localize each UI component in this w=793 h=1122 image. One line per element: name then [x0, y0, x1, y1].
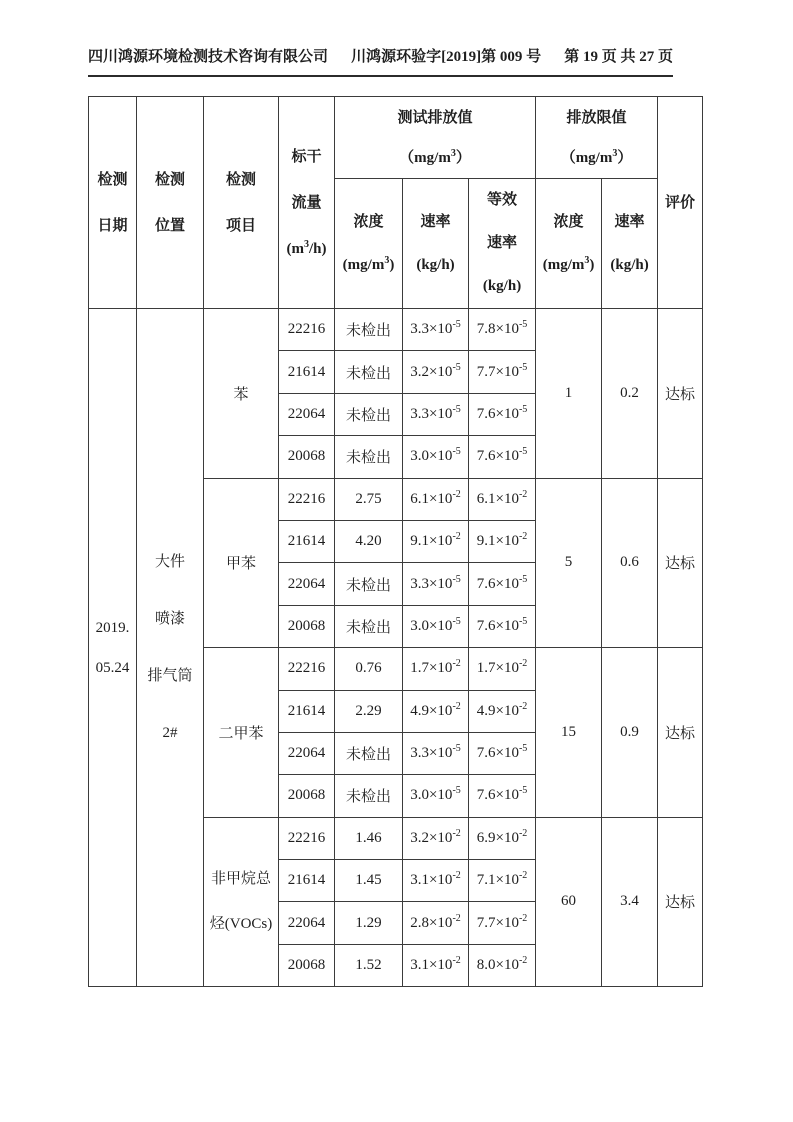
rate-cell: $3.3\times 10^{-5}$ [403, 732, 469, 774]
rate-cell: $3.2\times 10^{-2}$ [403, 817, 469, 859]
rate-cell: $3.3\times 10^{-5}$ [403, 309, 469, 351]
concentration-cell: 2.29 [335, 690, 403, 732]
col-header-unit: (kg/h) [610, 256, 649, 273]
equivalent-rate-cell: $7.1\times 10^{-2}$ [469, 860, 536, 902]
limit-concentration-cell: 60 [536, 817, 602, 987]
table-header-row-1 [89, 97, 703, 179]
rate-cell: $3.3\times 10^{-5}$ [403, 393, 469, 435]
concentration-cell: 2.75 [335, 478, 403, 520]
rate-cell: $3.1\times 10^{-2}$ [403, 944, 469, 986]
location-line: 喷漆 [154, 610, 185, 627]
flow-cell: 20068 [279, 775, 335, 817]
evaluation-cell: 达标 [658, 478, 703, 648]
evaluation-cell: 达标 [658, 309, 703, 479]
item-label: 非甲烷总 [210, 870, 271, 887]
col-header-text: 速率 [420, 213, 451, 230]
col-header-evaluation [658, 97, 703, 309]
col-header-unit: $(mg/m^3)$ [342, 254, 395, 273]
col-header-text: 浓度 [553, 213, 584, 230]
concentration-cell: 未检出 [335, 563, 403, 605]
flow-cell: 22064 [279, 563, 335, 605]
col-header-date [89, 97, 137, 309]
group-header-unit: $(mg/m^3)$ [560, 147, 633, 166]
rate-cell: $3.0\times 10^{-5}$ [403, 605, 469, 647]
concentration-cell: 未检出 [335, 436, 403, 478]
concentration-cell: 1.29 [335, 902, 403, 944]
col-header-rate [403, 179, 469, 309]
item-label: 二甲苯 [218, 725, 264, 742]
rate-cell: $4.9\times 10^{-2}$ [403, 690, 469, 732]
col-header-text: 流量 [291, 194, 322, 211]
rate-cell: $2.8\times 10^{-2}$ [403, 902, 469, 944]
concentration-cell: 4.20 [335, 520, 403, 562]
equivalent-rate-cell: $7.8\times 10^{-5}$ [469, 309, 536, 351]
equivalent-rate-cell: $9.1\times 10^{-2}$ [469, 520, 536, 562]
flow-cell: 22064 [279, 732, 335, 774]
location-cell [137, 309, 204, 987]
flow-cell: 21614 [279, 690, 335, 732]
col-header-unit: $(m^3/h)$ [286, 238, 327, 257]
flow-cell: 22064 [279, 902, 335, 944]
col-header-text: 项目 [225, 217, 256, 234]
flow-cell: 21614 [279, 351, 335, 393]
equivalent-rate-cell: $6.1\times 10^{-2}$ [469, 478, 536, 520]
concentration-cell: 未检出 [335, 309, 403, 351]
equivalent-rate-cell: $7.7\times 10^{-2}$ [469, 902, 536, 944]
col-header-flow [279, 97, 335, 309]
limit-rate-cell: 0.6 [602, 478, 658, 648]
doc-number: 川鸿源环验字[2019]第 009 号 [351, 49, 542, 65]
rate-cell: $3.1\times 10^{-2}$ [403, 860, 469, 902]
date-cell [89, 309, 137, 987]
date-line: 2019. [95, 619, 130, 636]
limit-concentration-cell: 15 [536, 648, 602, 818]
col-header-text: 浓度 [353, 213, 384, 230]
concentration-cell: 未检出 [335, 351, 403, 393]
item-label: 甲苯 [225, 556, 256, 573]
equivalent-rate-cell: $7.6\times 10^{-5}$ [469, 563, 536, 605]
flow-cell: 20068 [279, 436, 335, 478]
evaluation-cell: 达标 [658, 648, 703, 818]
group-header-emission-limits [536, 97, 658, 179]
col-header-text: 位置 [154, 217, 185, 234]
group-header-text: 测试排放值 [397, 109, 473, 126]
col-header-unit: $(mg/m^3)$ [542, 254, 595, 273]
location-line: 大件 [154, 553, 185, 570]
equivalent-rate-cell: $7.7\times 10^{-5}$ [469, 351, 536, 393]
concentration-cell: 1.52 [335, 944, 403, 986]
flow-cell: 20068 [279, 605, 335, 647]
item-label: 苯 [233, 386, 249, 403]
col-header-text: 日期 [97, 217, 128, 234]
equivalent-rate-cell: $7.6\times 10^{-5}$ [469, 436, 536, 478]
location-line: 排气筒 [147, 667, 193, 684]
limit-rate-cell: 0.2 [602, 309, 658, 479]
concentration-cell: 1.46 [335, 817, 403, 859]
equivalent-rate-cell: $7.6\times 10^{-5}$ [469, 732, 536, 774]
rate-cell: $9.1\times 10^{-2}$ [403, 520, 469, 562]
concentration-cell: 未检出 [335, 393, 403, 435]
evaluation-cell: 达标 [658, 817, 703, 987]
group-header-unit: $(mg/m^3)$ [399, 147, 471, 166]
concentration-cell: 未检出 [335, 775, 403, 817]
rate-cell: $3.2\times 10^{-5}$ [403, 351, 469, 393]
rate-cell: $1.7\times 10^{-2}$ [403, 648, 469, 690]
item-cell [204, 648, 279, 818]
limit-concentration-cell: 1 [536, 309, 602, 479]
col-header-location [137, 97, 204, 309]
location-line: 2# [162, 724, 178, 741]
item-cell [204, 478, 279, 648]
col-header-text: 标干 [291, 148, 322, 165]
group-header-text: 排放限值 [566, 109, 627, 126]
rate-cell: $3.0\times 10^{-5}$ [403, 775, 469, 817]
group-header-test-values [335, 97, 536, 179]
equivalent-rate-cell: $6.9\times 10^{-2}$ [469, 817, 536, 859]
flow-cell: 21614 [279, 860, 335, 902]
col-header-text: 速率 [487, 235, 518, 251]
rate-cell: $3.3\times 10^{-5}$ [403, 563, 469, 605]
equivalent-rate-cell: $7.6\times 10^{-5}$ [469, 393, 536, 435]
concentration-cell: 0.76 [335, 648, 403, 690]
col-header-text: 评价 [665, 194, 696, 211]
col-header-unit: (kg/h) [416, 256, 455, 273]
col-header-unit: (kg/h) [482, 278, 522, 294]
date-line: 05.24 [95, 659, 130, 676]
limit-concentration-cell: 5 [536, 478, 602, 648]
emissions-results-table [88, 96, 703, 987]
equivalent-rate-cell: $7.6\times 10^{-5}$ [469, 605, 536, 647]
flow-cell: 22216 [279, 478, 335, 520]
page-header [88, 45, 673, 77]
flow-cell: 22216 [279, 648, 335, 690]
page-info: 第 19 页 共 27 页 [564, 49, 673, 65]
flow-cell: 21614 [279, 520, 335, 562]
col-header-item [204, 97, 279, 309]
limit-rate-cell: 3.4 [602, 817, 658, 987]
col-header-text: 检测 [97, 171, 128, 188]
equivalent-rate-cell: $4.9\times 10^{-2}$ [469, 690, 536, 732]
col-header-text: 等效 [487, 192, 518, 208]
col-header-text: 检测 [154, 171, 185, 188]
flow-cell: 22064 [279, 393, 335, 435]
flow-cell: 22216 [279, 817, 335, 859]
concentration-cell: 未检出 [335, 605, 403, 647]
flow-cell: 22216 [279, 309, 335, 351]
limit-rate-cell: 0.9 [602, 648, 658, 818]
table-row [89, 309, 703, 351]
concentration-cell: 1.45 [335, 860, 403, 902]
equivalent-rate-cell: $7.6\times 10^{-5}$ [469, 775, 536, 817]
rate-cell: $6.1\times 10^{-2}$ [403, 478, 469, 520]
item-cell [204, 309, 279, 479]
col-header-text: 检测 [225, 171, 256, 188]
item-label: 烃(VOCs) [209, 915, 273, 932]
company-name: 四川鸿源环境检测技术咨询有限公司 [88, 49, 329, 65]
col-header-limit-concentration [536, 179, 602, 309]
col-header-concentration [335, 179, 403, 309]
item-cell [204, 817, 279, 987]
col-header-text: 速率 [614, 213, 645, 230]
flow-cell: 20068 [279, 944, 335, 986]
equivalent-rate-cell: $1.7\times 10^{-2}$ [469, 648, 536, 690]
rate-cell: $3.0\times 10^{-5}$ [403, 436, 469, 478]
equivalent-rate-cell: $8.0\times 10^{-2}$ [469, 944, 536, 986]
col-header-equivalent-rate [469, 179, 536, 309]
col-header-limit-rate [602, 179, 658, 309]
concentration-cell: 未检出 [335, 732, 403, 774]
